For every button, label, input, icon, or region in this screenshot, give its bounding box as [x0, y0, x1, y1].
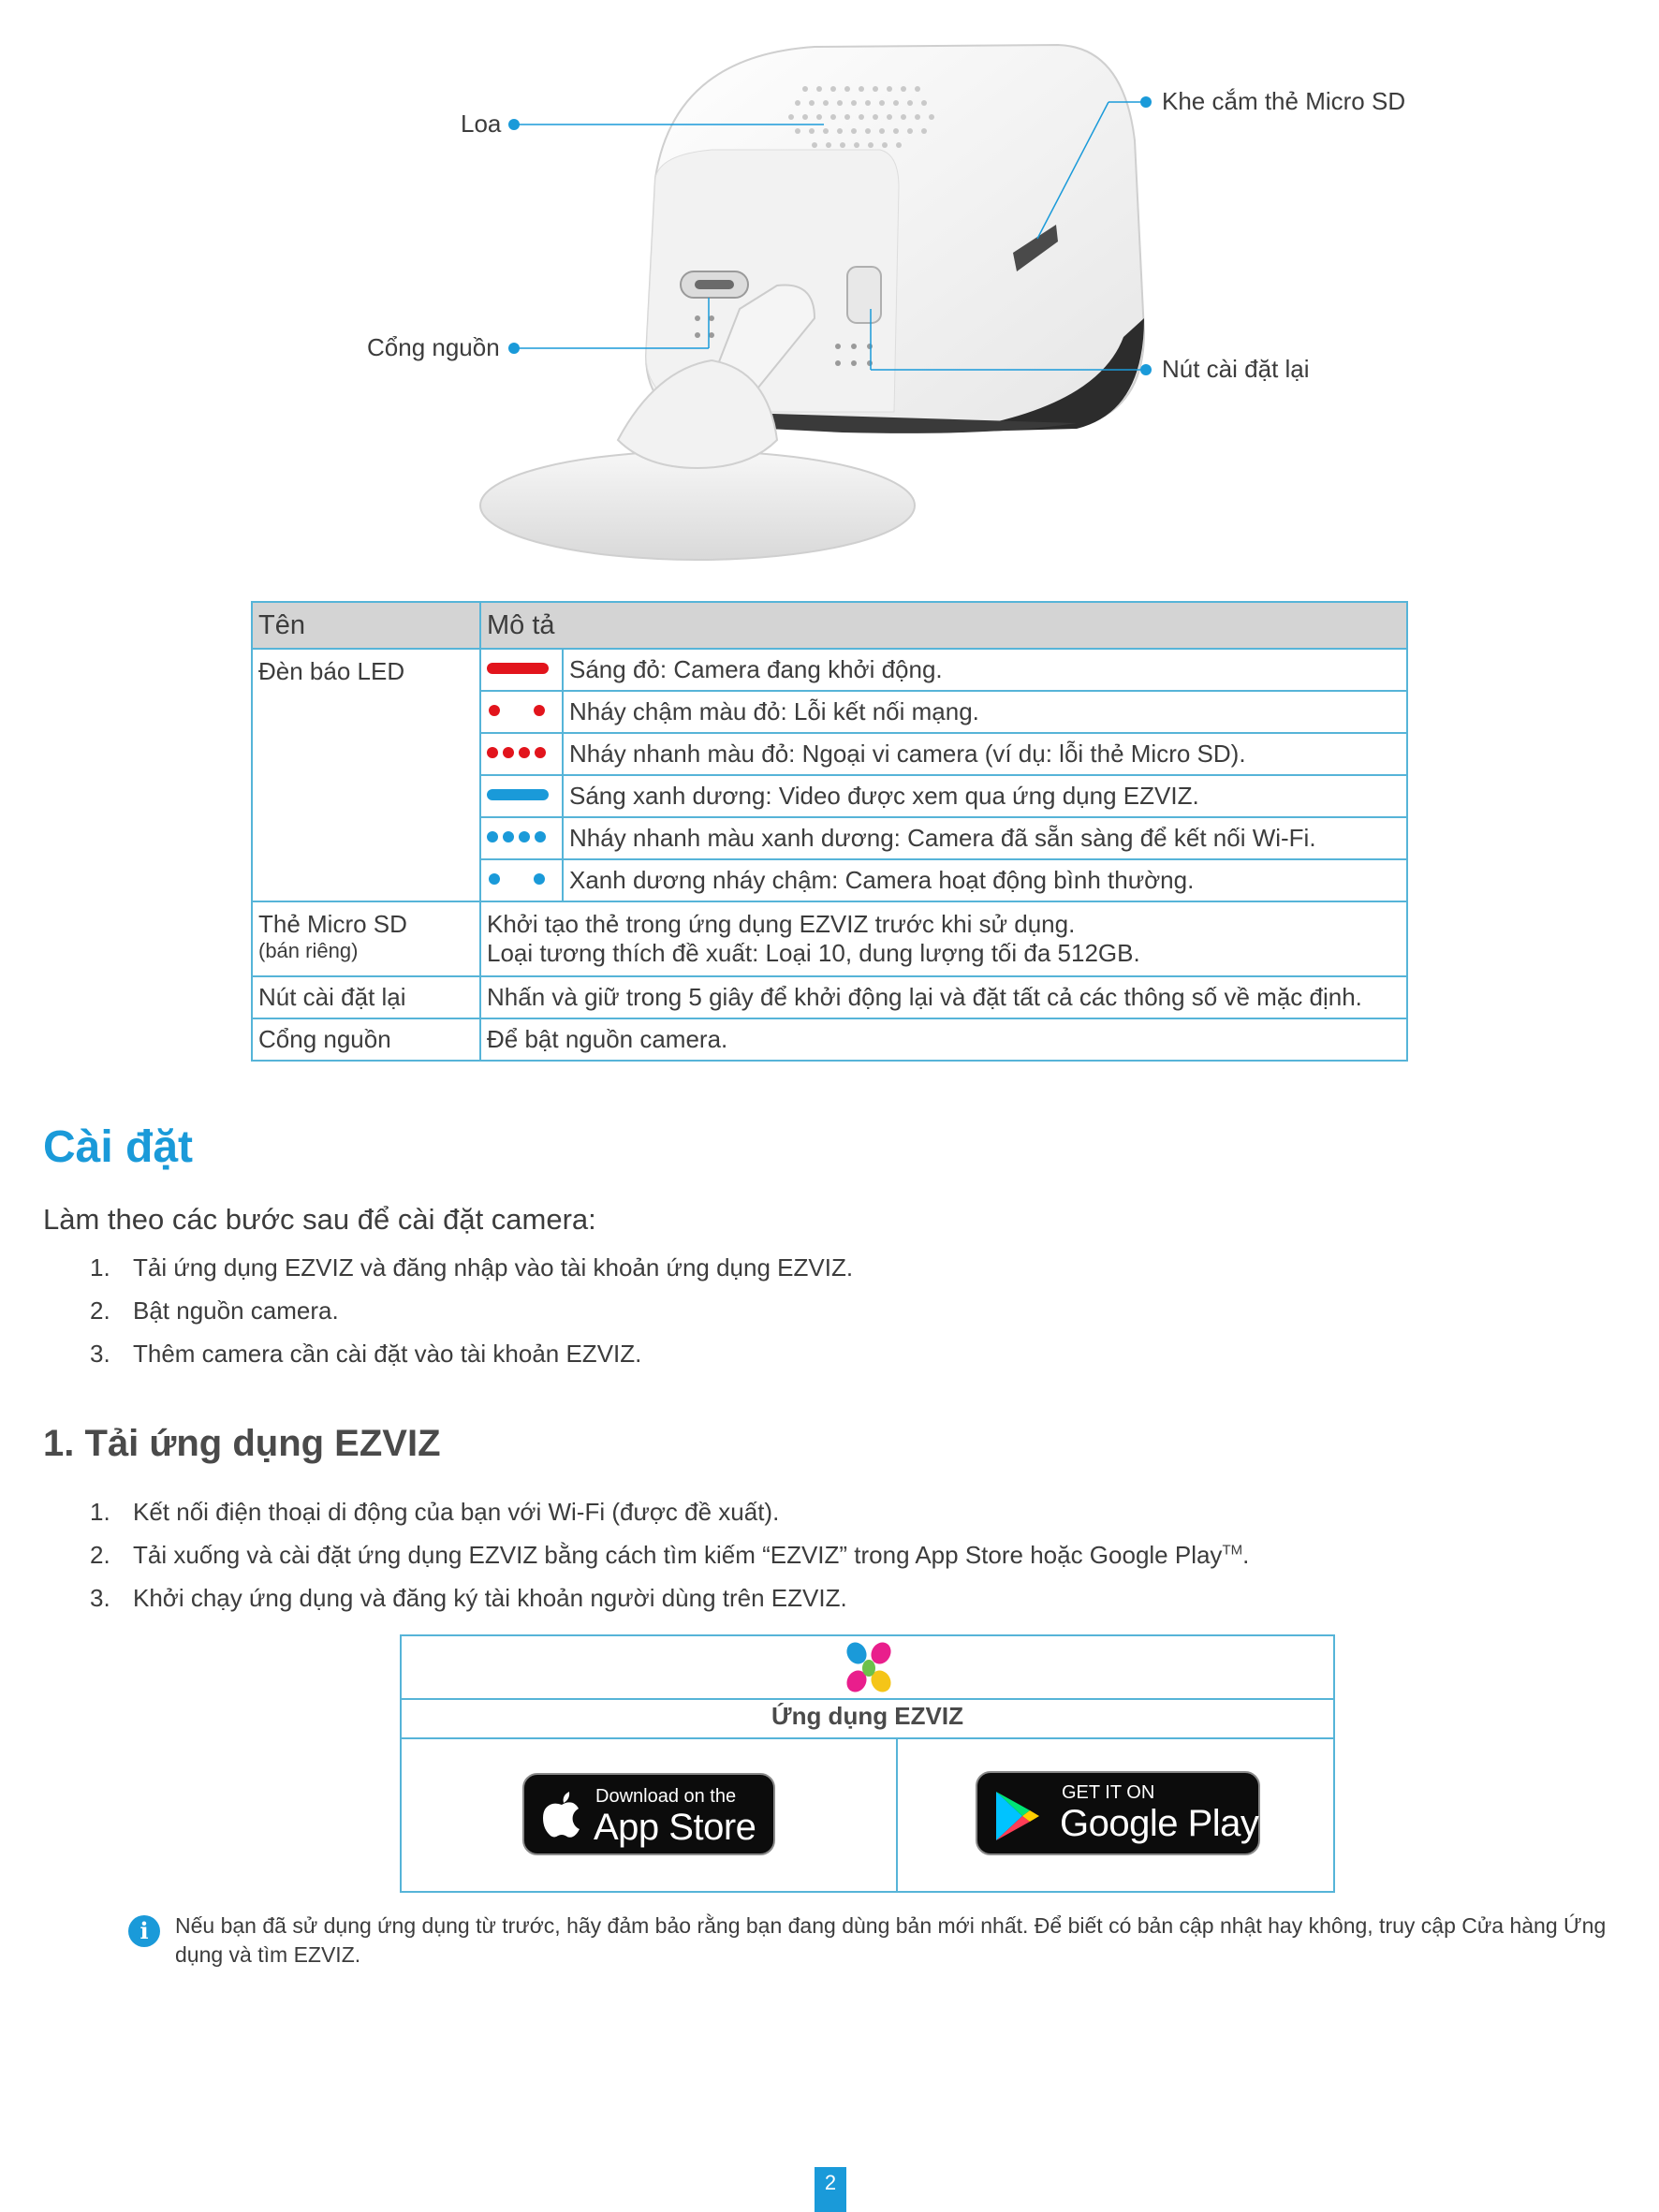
step-text: Tải ứng dụng EZVIZ và đăng nhập vào tài khoản ứng dụng EZVIZ.: [133, 1253, 854, 1282]
table-header-row: [252, 602, 1407, 649]
led-state-text: Sáng xanh dương: Video được xem qua ứng dụng EZVIZ.: [563, 775, 1407, 817]
app-store-button[interactable]: [522, 1773, 775, 1855]
google-play-small-text: GET IT ON: [1062, 1782, 1155, 1803]
table-row: [252, 976, 1407, 1018]
step-text: Tải xuống và cài đặt ứng dụng EZVIZ bằng cách tìm kiếm “EZVIZ” trong App Store hoặc Google Play: [133, 1541, 1223, 1569]
header-description: Mô tả: [480, 602, 1407, 649]
step-number: 2.: [90, 1541, 110, 1569]
camera-figure: [0, 0, 1659, 562]
sd-description: [480, 901, 1407, 976]
led-state-text: Nháy nhanh màu đỏ: Ngoại vi camera (ví dụ: lỗi thẻ Micro SD).: [563, 733, 1407, 775]
list-item: [43, 1332, 853, 1375]
info-icon: i: [128, 1915, 160, 1947]
trademark-sup: TM: [1222, 1542, 1243, 1559]
sd-name-cell: [252, 901, 480, 976]
sd-slot-callout: Khe cắm thẻ Micro SD: [1162, 87, 1406, 115]
step-text: Bật nguồn camera.: [133, 1296, 339, 1325]
led-name: Đèn báo LED: [252, 649, 480, 901]
step-number: 3.: [90, 1584, 110, 1612]
app-download-box: [400, 1634, 1335, 1893]
reset-name: Nút cài đặt lại: [252, 976, 480, 1018]
power-name: Cổng nguồn: [252, 1018, 480, 1061]
power-port-callout: Cổng nguồn: [367, 333, 500, 361]
step-number: 2.: [90, 1296, 110, 1325]
header-name: Tên: [252, 602, 480, 649]
sd-name-note: (bán riêng): [258, 939, 359, 962]
reset-button-callout: Nút cài đặt lại: [1162, 355, 1310, 383]
google-play-icon: [994, 1790, 1041, 1842]
apple-icon: [541, 1788, 582, 1838]
step-text-tail: .: [1242, 1541, 1250, 1569]
led-state-text: Nháy nhanh màu xanh dương: Camera đã sẵn sàng để kết nối Wi-Fi.: [563, 817, 1407, 859]
list-item: [43, 1246, 853, 1289]
note-text: Nếu bạn đã sử dụng ứng dụng từ trước, hãy đảm bảo rằng bạn đang dùng bản mới nhất. Để biết có bản cập nhật hay không, truy cập Cửa hàng Ứng dụng và tìm EZVIZ.: [175, 1913, 1607, 1967]
reset-description: Nhấn và giữ trong 5 giây để khởi động lại và đặt tất cả các thông số về mặc định.: [480, 976, 1407, 1018]
led-state-text: Xanh dương nháy chậm: Camera hoạt động bình thường.: [563, 859, 1407, 901]
reset-button: [847, 267, 881, 323]
component-table: [251, 601, 1408, 1062]
led-state-text: Sáng đỏ: Camera đang khởi động.: [563, 649, 1407, 691]
list-item: [43, 1289, 853, 1332]
step-text: Khởi chạy ứng dụng và đăng ký tài khoản người dùng trên EZVIZ.: [133, 1584, 847, 1612]
list-item: [43, 1576, 1249, 1619]
page-number: 2: [815, 2167, 846, 2212]
table-row: [252, 901, 1407, 976]
setup-steps: [43, 1246, 853, 1375]
app-label: Ứng dụng EZVIZ: [771, 1702, 963, 1730]
camera-illustration: [0, 0, 1659, 562]
led-slow-blue-icon: [480, 859, 563, 901]
led-slow-red-icon: [480, 691, 563, 733]
sd-line-1: Khởi tạo thẻ trong ứng dụng EZVIZ trước khi sử dụng.: [487, 910, 1076, 938]
led-solid-red-icon: [480, 649, 563, 691]
led-fast-red-icon: [480, 733, 563, 775]
table-row: [252, 649, 1407, 691]
app-store-small-text: Download on the: [595, 1786, 737, 1807]
step-number: 1.: [90, 1498, 110, 1526]
speaker-callout: Loa: [461, 110, 502, 138]
step-text: Kết nối điện thoại di động của bạn với Wi-Fi (được đề xuất).: [133, 1498, 780, 1526]
list-item: [43, 1490, 1249, 1533]
step-number: 3.: [90, 1340, 110, 1368]
ezviz-logo-icon: [840, 1640, 898, 1696]
download-steps: [43, 1490, 1249, 1619]
google-play-button[interactable]: [976, 1771, 1260, 1855]
table-row: [252, 1018, 1407, 1061]
list-item: [43, 1533, 1249, 1576]
step-number: 1.: [90, 1253, 110, 1282]
power-description: Để bật nguồn camera.: [480, 1018, 1407, 1061]
setup-intro: Làm theo các bước sau để cài đặt camera:: [43, 1203, 596, 1236]
sd-name: Thẻ Micro SD: [258, 910, 407, 938]
app-store-big-text: App Store: [594, 1807, 756, 1848]
sd-line-2: Loại tương thích đề xuất: Loại 10, dung lượng tối đa 512GB.: [487, 939, 1140, 967]
step-text: Thêm camera cần cài đặt vào tài khoản EZVIZ.: [133, 1340, 642, 1368]
section-title: Cài đặt: [43, 1122, 194, 1172]
led-state-text: Nháy chậm màu đỏ: Lỗi kết nối mạng.: [563, 691, 1407, 733]
led-fast-blue-icon: [480, 817, 563, 859]
led-solid-blue-icon: [480, 775, 563, 817]
download-title: 1. Tải ứng dụng EZVIZ: [43, 1423, 441, 1464]
google-play-big-text: Google Play: [1060, 1803, 1259, 1844]
